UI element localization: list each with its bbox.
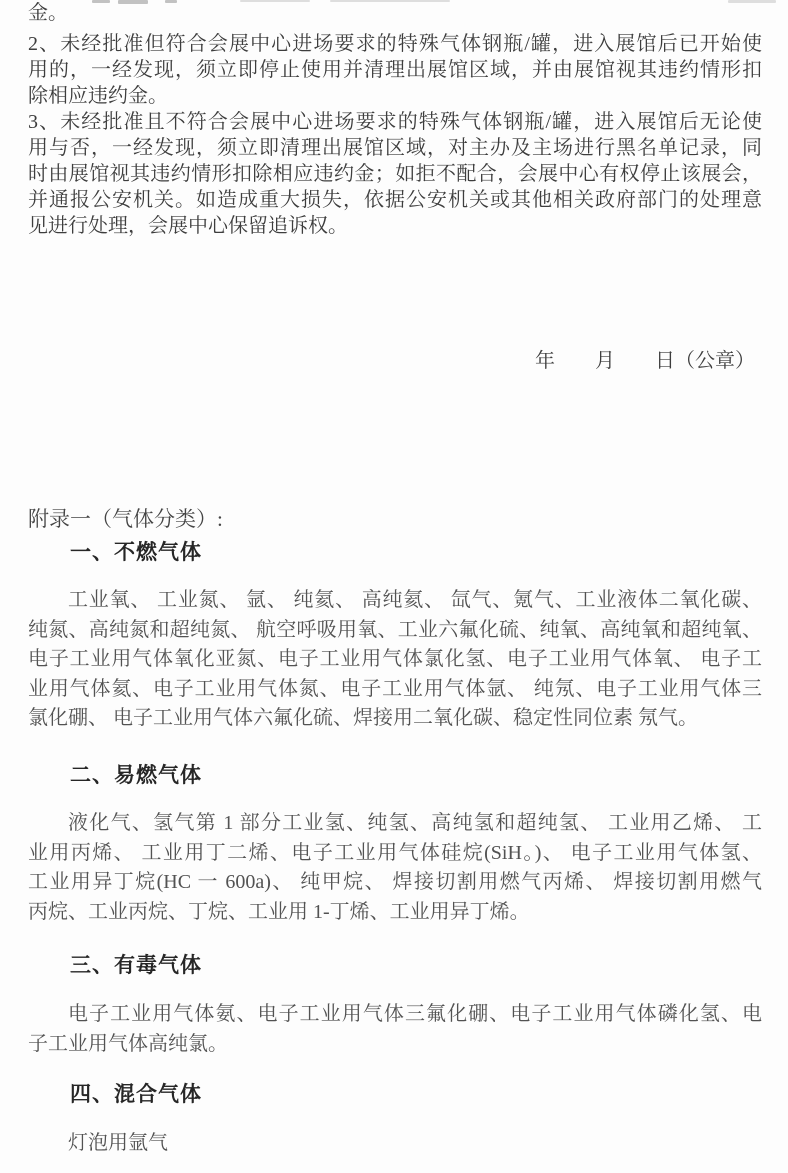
text-line: 工业用异丁烷(HC 一 600a)、 纯甲烷、 焊接切割用燃气丙烯、 焊接切割用燃气 xyxy=(28,871,762,893)
scan-artifact xyxy=(330,0,450,2)
text-line: 氯化硼、 电子工业用气体六氟化硫、焊接用二氧化碳、稳定性同位素 氖气。 xyxy=(28,707,698,729)
text-line: 时由展馆视其违约情形扣除相应违约金；如拒不配合，会展中心有权停止该展会， xyxy=(28,163,762,185)
text-line: 见进行处理，会展中心保留追诉权。 xyxy=(28,215,348,237)
scan-artifact xyxy=(92,0,110,3)
section-body-mixed xyxy=(28,1129,762,1159)
carryover-line-fragment: 金。 xyxy=(28,2,68,24)
text-line: 工业氧、 工业氮、 氩、 纯氦、 高纯氦、 氙气、氪气、工业液体二氧化碳、 xyxy=(68,589,762,611)
scan-artifact xyxy=(165,0,177,3)
text-line: 液化气、氢气第 1 部分工业氢、纯氢、高纯氢和超纯氢、 工业用乙烯、 工 xyxy=(68,812,762,834)
text-line: 业用气体氦、电子工业用气体氮、电子工业用气体氩、 纯氖、电子工业用气体三 xyxy=(28,677,762,700)
scan-artifact xyxy=(118,0,148,4)
appendix-title: 附录一（气体分类）: xyxy=(28,507,223,531)
section-heading-flammable: 二、易燃气体 xyxy=(70,764,202,787)
text-line: 并通报公安机关。如造成重大损失，依据公安机关或其他相关政府部门的处理意 xyxy=(28,189,762,211)
section-heading-toxic: 三、有毒气体 xyxy=(70,954,202,977)
text-line: 子工业用气体高纯氯。 xyxy=(28,1032,228,1055)
text-line: 电子工业用气体氧化亚氮、电子工业用气体氯化氢、电子工业用气体氧、 电子工 xyxy=(28,648,762,670)
date-seal-line: 年 月 日（公章） xyxy=(535,350,755,372)
text-line: 电子工业用气体氨、电子工业用气体三氟化硼、电子工业用气体磷化氢、电 xyxy=(68,1003,762,1025)
clause-3-paragraph xyxy=(28,109,762,239)
text-line: 用的，一经发现，须立即停止使用并清理出展馆区域，并由展馆视其违约情形扣 xyxy=(28,59,762,81)
section-body-nonflammable xyxy=(28,586,762,734)
text-line: 纯氮、高纯氮和超纯氮、 航空呼吸用氧、工业六氟化硫、纯氧、高纯氧和超纯氧、 xyxy=(28,618,762,641)
text-line: 2、未经批准但符合会展中心进场要求的特殊气体钢瓶/罐，进入展馆后已开始使 xyxy=(28,33,762,55)
scan-artifact xyxy=(240,0,310,2)
text-line: 丙烷、工业丙烷、丁烷、工业用 1-丁烯、工业用异丁烯。 xyxy=(28,900,530,923)
section-body-toxic xyxy=(28,1000,762,1059)
text-line: 业用丙烯、 工业用丁二烯、电子工业用气体硅烷(SiH。)、 电子工业用气体氢、 xyxy=(28,841,762,864)
scan-artifact xyxy=(728,0,776,3)
text-line: 用与否，一经发现，须立即清理出展馆区域，对主办及主场进行黑名单记录，同 xyxy=(28,137,762,159)
section-heading-mixed: 四、混合气体 xyxy=(70,1083,202,1106)
clause-2-paragraph xyxy=(28,31,762,109)
text-line: 除相应违约金。 xyxy=(28,85,168,107)
text-line: 3、未经批准且不符合会展中心进场要求的特殊气体钢瓶/罐，进入展馆后无论使 xyxy=(28,111,762,133)
text-line: 灯泡用氩气 xyxy=(68,1132,168,1154)
section-heading-nonflammable: 一、不燃气体 xyxy=(70,541,202,564)
section-body-flammable xyxy=(28,809,762,927)
